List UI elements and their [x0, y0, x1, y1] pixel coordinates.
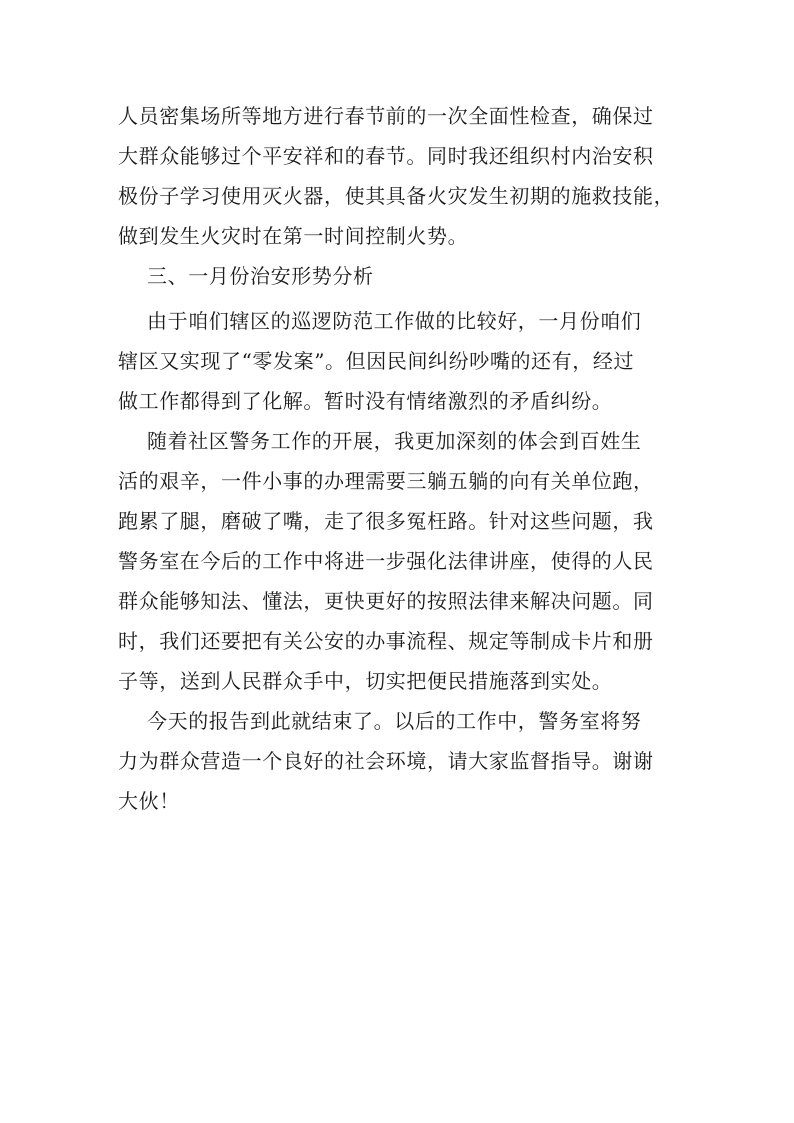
text-line: 群众能够知法、懂法，更快更好的按照法律来解决问题。同 [118, 589, 654, 613]
section-heading: 三、一月份治安形势分析 [147, 264, 374, 288]
text-line: 大群众能够过个平安祥和的春节。同时我还组织村内治安积 [118, 144, 654, 168]
text-line: 时，我们还要把有关公安的办事流程、规定等制成卡片和册 [118, 629, 654, 653]
text-line: 人员密集场所等地方进行春节前的一次全面性检查，确保过 [118, 104, 654, 128]
text-line: 警务室在今后的工作中将进一步强化法律讲座，使得的人民 [118, 549, 654, 573]
text-line: 做工作都得到了化解。暂时没有情绪激烈的矛盾纠纷。 [118, 389, 613, 413]
paragraph-start-line: 随着社区警务工作的开展，我更加深刻的体会到百姓生 [147, 429, 642, 453]
text-line: 辖区又实现了“零发案”。但因民间纠纷吵嘴的还有，经过 [118, 349, 635, 373]
text-line: 活的艰辛，一件小事的办理需要三躺五躺的向有关单位跑， [118, 469, 654, 493]
text-line: 跑累了腿，磨破了嘴，走了很多冤枉路。针对这些问题，我 [118, 509, 654, 533]
text-line: 力为群众营造一个良好的社会环境，请大家监督指导。谢谢 [118, 749, 654, 773]
text-line: 极份子学习使用灭火器，使其具备火灾发生初期的施救技能， [118, 184, 675, 208]
paragraph-start-line: 今天的报告到此就结束了。以后的工作中，警务室将努 [147, 709, 642, 733]
text-line: 做到发生火灾时在第一时间控制火势。 [118, 224, 469, 248]
text-line: 大伙！ [118, 789, 180, 813]
paragraph-start-line: 由于咱们辖区的巡逻防范工作做的比较好，一月份咱们 [147, 309, 642, 333]
text-line: 子等，送到人民群众手中，切实把便民措施落到实处。 [118, 669, 613, 693]
